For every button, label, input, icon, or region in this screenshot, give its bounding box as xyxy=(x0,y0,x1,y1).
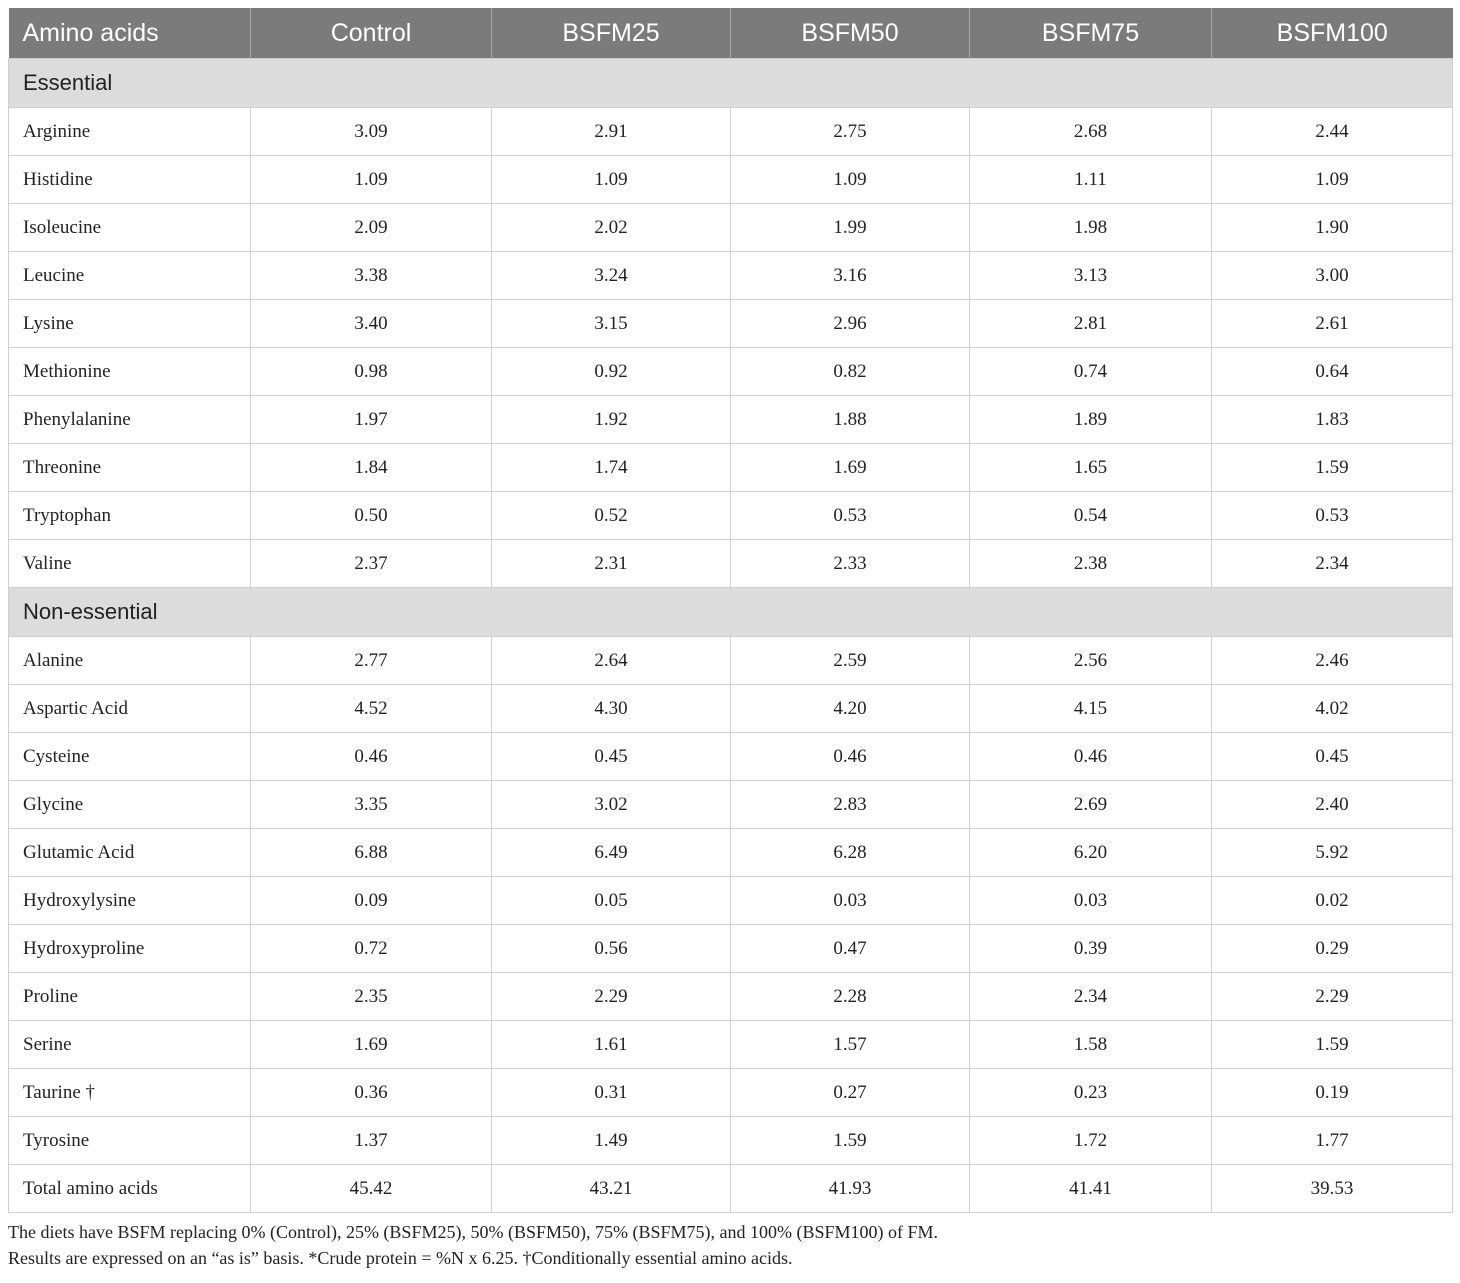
value-cell: 2.68 xyxy=(970,108,1212,156)
value-cell: 2.09 xyxy=(251,204,492,252)
value-cell: 5.92 xyxy=(1212,829,1453,877)
amino-acid-name: Threonine xyxy=(9,444,251,492)
value-cell: 2.81 xyxy=(970,300,1212,348)
value-cell: 0.46 xyxy=(970,733,1212,781)
table-row xyxy=(9,300,1453,348)
value-cell: 0.52 xyxy=(492,492,731,540)
amino-acid-name: Histidine xyxy=(9,156,251,204)
amino-acid-name: Isoleucine xyxy=(9,204,251,252)
value-cell: 0.03 xyxy=(970,877,1212,925)
amino-acid-name: Phenylalanine xyxy=(9,396,251,444)
value-cell: 2.29 xyxy=(492,973,731,1021)
value-cell: 1.92 xyxy=(492,396,731,444)
value-cell: 6.28 xyxy=(731,829,970,877)
value-cell: 0.98 xyxy=(251,348,492,396)
value-cell: 3.38 xyxy=(251,252,492,300)
value-cell: 1.61 xyxy=(492,1021,731,1069)
section-title: Non-essential xyxy=(9,588,1453,637)
value-cell: 2.31 xyxy=(492,540,731,588)
value-cell: 2.77 xyxy=(251,637,492,685)
amino-acid-name: Valine xyxy=(9,540,251,588)
value-cell: 3.15 xyxy=(492,300,731,348)
value-cell: 2.64 xyxy=(492,637,731,685)
amino-acid-table xyxy=(8,8,1453,1213)
header-bsfm50: BSFM50 xyxy=(731,8,970,59)
table-row xyxy=(9,1117,1453,1165)
total-label: Total amino acids xyxy=(9,1165,251,1213)
value-cell: 0.29 xyxy=(1212,925,1453,973)
value-cell: 4.15 xyxy=(970,685,1212,733)
value-cell: 0.74 xyxy=(970,348,1212,396)
amino-acid-table-container xyxy=(8,8,1452,1271)
amino-acid-name: Aspartic Acid xyxy=(9,685,251,733)
table-row xyxy=(9,637,1453,685)
value-cell: 0.39 xyxy=(970,925,1212,973)
value-cell: 1.99 xyxy=(731,204,970,252)
value-cell: 2.46 xyxy=(1212,637,1453,685)
value-cell: 1.98 xyxy=(970,204,1212,252)
value-cell: 1.09 xyxy=(251,156,492,204)
value-cell: 0.45 xyxy=(492,733,731,781)
value-cell: 2.44 xyxy=(1212,108,1453,156)
value-cell: 1.69 xyxy=(731,444,970,492)
value-cell: 2.91 xyxy=(492,108,731,156)
value-cell: 2.59 xyxy=(731,637,970,685)
amino-acid-name: Tyrosine xyxy=(9,1117,251,1165)
value-cell: 1.49 xyxy=(492,1117,731,1165)
value-cell: 3.24 xyxy=(492,252,731,300)
table-row xyxy=(9,1021,1453,1069)
amino-acid-name: Serine xyxy=(9,1021,251,1069)
value-cell: 2.37 xyxy=(251,540,492,588)
value-cell: 4.52 xyxy=(251,685,492,733)
table-row xyxy=(9,829,1453,877)
value-cell: 0.09 xyxy=(251,877,492,925)
value-cell: 2.28 xyxy=(731,973,970,1021)
value-cell: 4.30 xyxy=(492,685,731,733)
total-row xyxy=(9,1165,1453,1213)
value-cell: 0.46 xyxy=(251,733,492,781)
value-cell: 0.27 xyxy=(731,1069,970,1117)
value-cell: 3.09 xyxy=(251,108,492,156)
total-value-cell: 43.21 xyxy=(492,1165,731,1213)
header-amino-acids: Amino acids xyxy=(9,8,251,59)
table-row xyxy=(9,156,1453,204)
amino-acid-name: Arginine xyxy=(9,108,251,156)
value-cell: 2.34 xyxy=(1212,540,1453,588)
table-footnotes xyxy=(8,1219,1452,1271)
total-value-cell: 45.42 xyxy=(251,1165,492,1213)
value-cell: 1.37 xyxy=(251,1117,492,1165)
footnote-basis: Results are expressed on an “as is” basis. *Crude protein = %N x 6.25. †Conditionally essential amino acids. xyxy=(8,1248,793,1268)
value-cell: 1.09 xyxy=(1212,156,1453,204)
value-cell: 2.61 xyxy=(1212,300,1453,348)
total-value-cell: 41.93 xyxy=(731,1165,970,1213)
table-body xyxy=(9,59,1453,1213)
value-cell: 3.02 xyxy=(492,781,731,829)
header-row xyxy=(9,8,1453,59)
value-cell: 0.53 xyxy=(1212,492,1453,540)
amino-acid-name: Leucine xyxy=(9,252,251,300)
amino-acid-name: Hydroxyproline xyxy=(9,925,251,973)
table-row xyxy=(9,540,1453,588)
header-bsfm100: BSFM100 xyxy=(1212,8,1453,59)
value-cell: 1.58 xyxy=(970,1021,1212,1069)
table-row xyxy=(9,348,1453,396)
value-cell: 0.47 xyxy=(731,925,970,973)
value-cell: 1.59 xyxy=(1212,1021,1453,1069)
value-cell: 3.40 xyxy=(251,300,492,348)
value-cell: 2.75 xyxy=(731,108,970,156)
value-cell: 3.16 xyxy=(731,252,970,300)
table-row xyxy=(9,877,1453,925)
value-cell: 0.72 xyxy=(251,925,492,973)
value-cell: 0.02 xyxy=(1212,877,1453,925)
value-cell: 0.50 xyxy=(251,492,492,540)
table-row xyxy=(9,252,1453,300)
amino-acid-name: Methionine xyxy=(9,348,251,396)
value-cell: 1.11 xyxy=(970,156,1212,204)
section-title: Essential xyxy=(9,59,1453,108)
value-cell: 3.35 xyxy=(251,781,492,829)
value-cell: 1.88 xyxy=(731,396,970,444)
value-cell: 4.02 xyxy=(1212,685,1453,733)
table-row xyxy=(9,685,1453,733)
value-cell: 0.03 xyxy=(731,877,970,925)
table-row xyxy=(9,204,1453,252)
value-cell: 0.45 xyxy=(1212,733,1453,781)
value-cell: 0.31 xyxy=(492,1069,731,1117)
value-cell: 2.83 xyxy=(731,781,970,829)
value-cell: 6.88 xyxy=(251,829,492,877)
amino-acid-name: Glycine xyxy=(9,781,251,829)
header-bsfm75: BSFM75 xyxy=(970,8,1212,59)
table-row xyxy=(9,396,1453,444)
value-cell: 1.97 xyxy=(251,396,492,444)
value-cell: 0.64 xyxy=(1212,348,1453,396)
footnote-diets: The diets have BSFM replacing 0% (Control), 25% (BSFM25), 50% (BSFM50), 75% (BSFM75), and 100% (BSFM100) of FM. xyxy=(8,1222,938,1242)
value-cell: 0.53 xyxy=(731,492,970,540)
value-cell: 0.23 xyxy=(970,1069,1212,1117)
value-cell: 0.46 xyxy=(731,733,970,781)
value-cell: 1.72 xyxy=(970,1117,1212,1165)
total-value-cell: 41.41 xyxy=(970,1165,1212,1213)
value-cell: 2.34 xyxy=(970,973,1212,1021)
value-cell: 3.13 xyxy=(970,252,1212,300)
amino-acid-name: Lysine xyxy=(9,300,251,348)
value-cell: 2.33 xyxy=(731,540,970,588)
value-cell: 4.20 xyxy=(731,685,970,733)
value-cell: 6.49 xyxy=(492,829,731,877)
value-cell: 1.84 xyxy=(251,444,492,492)
table-row xyxy=(9,108,1453,156)
value-cell: 2.29 xyxy=(1212,973,1453,1021)
table-row xyxy=(9,925,1453,973)
value-cell: 2.35 xyxy=(251,973,492,1021)
value-cell: 2.38 xyxy=(970,540,1212,588)
table-row xyxy=(9,781,1453,829)
value-cell: 2.96 xyxy=(731,300,970,348)
amino-acid-name: Cysteine xyxy=(9,733,251,781)
value-cell: 2.02 xyxy=(492,204,731,252)
amino-acid-name: Proline xyxy=(9,973,251,1021)
value-cell: 1.09 xyxy=(731,156,970,204)
value-cell: 1.69 xyxy=(251,1021,492,1069)
value-cell: 1.89 xyxy=(970,396,1212,444)
amino-acid-name: Tryptophan xyxy=(9,492,251,540)
value-cell: 0.36 xyxy=(251,1069,492,1117)
value-cell: 2.69 xyxy=(970,781,1212,829)
table-row xyxy=(9,973,1453,1021)
amino-acid-name: Taurine † xyxy=(9,1069,251,1117)
value-cell: 1.59 xyxy=(731,1117,970,1165)
value-cell: 1.59 xyxy=(1212,444,1453,492)
value-cell: 2.56 xyxy=(970,637,1212,685)
total-value-cell: 39.53 xyxy=(1212,1165,1453,1213)
value-cell: 1.74 xyxy=(492,444,731,492)
value-cell: 1.09 xyxy=(492,156,731,204)
header-control: Control xyxy=(251,8,492,59)
value-cell: 1.57 xyxy=(731,1021,970,1069)
table-row xyxy=(9,1069,1453,1117)
value-cell: 0.82 xyxy=(731,348,970,396)
amino-acid-name: Alanine xyxy=(9,637,251,685)
value-cell: 0.56 xyxy=(492,925,731,973)
value-cell: 1.77 xyxy=(1212,1117,1453,1165)
value-cell: 1.65 xyxy=(970,444,1212,492)
value-cell: 0.92 xyxy=(492,348,731,396)
value-cell: 1.83 xyxy=(1212,396,1453,444)
value-cell: 0.54 xyxy=(970,492,1212,540)
value-cell: 2.40 xyxy=(1212,781,1453,829)
table-header xyxy=(9,8,1453,59)
header-bsfm25: BSFM25 xyxy=(492,8,731,59)
table-row xyxy=(9,492,1453,540)
table-row xyxy=(9,444,1453,492)
amino-acid-name: Hydroxylysine xyxy=(9,877,251,925)
section-row xyxy=(9,59,1453,108)
value-cell: 0.19 xyxy=(1212,1069,1453,1117)
section-row xyxy=(9,588,1453,637)
table-row xyxy=(9,733,1453,781)
value-cell: 0.05 xyxy=(492,877,731,925)
value-cell: 6.20 xyxy=(970,829,1212,877)
amino-acid-name: Glutamic Acid xyxy=(9,829,251,877)
value-cell: 1.90 xyxy=(1212,204,1453,252)
value-cell: 3.00 xyxy=(1212,252,1453,300)
